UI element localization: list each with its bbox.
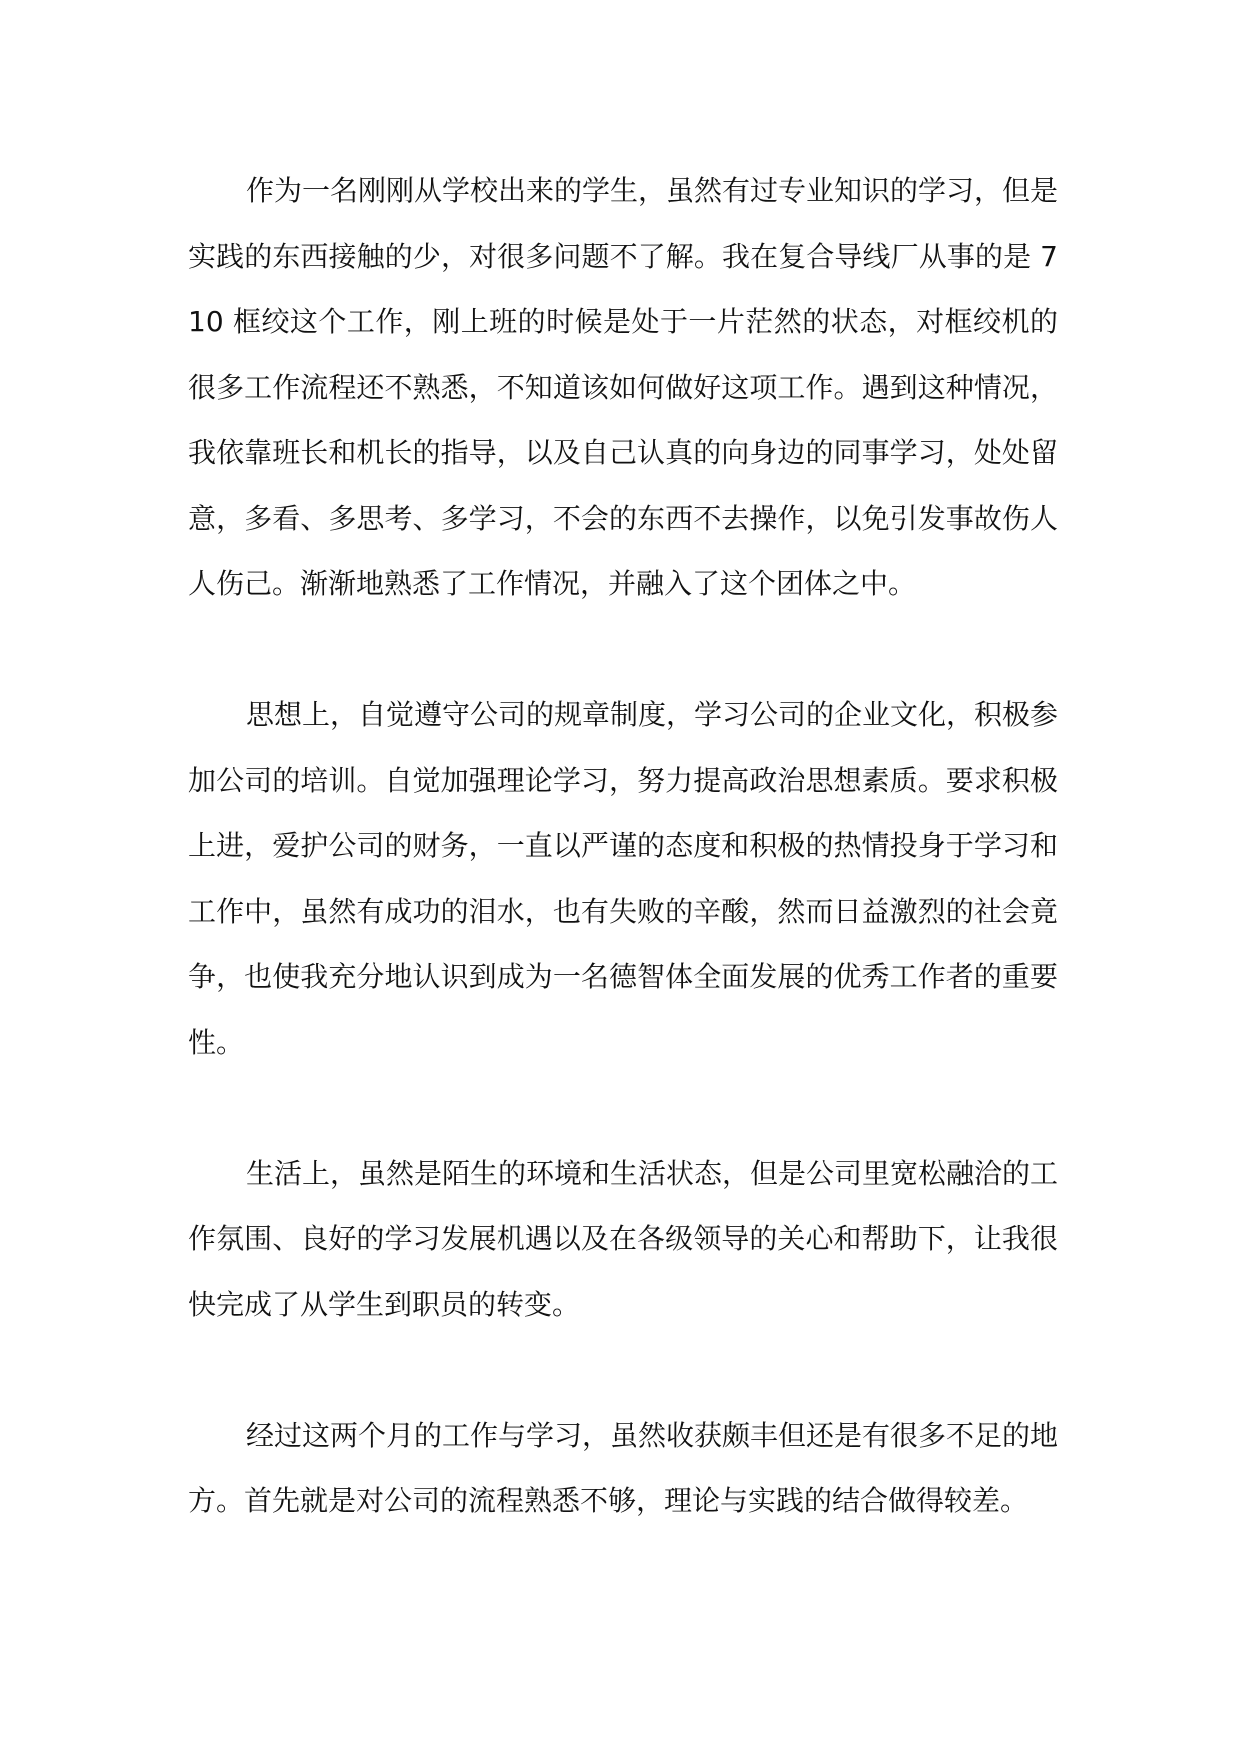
paragraph-life: 生活上，虽然是陌生的环境和生活状态，但是公司里宽松融洽的工作氛围、良好的学习发展机遇以及在各级领导的关心和帮助下，让我很快完成了从学生到职员的转变。 <box>188 1156 1059 1321</box>
paragraph-work-experience: 作为一名刚刚从学校出来的学生，虽然有过专业知识的学习，但是实践的东西接触的少，对很多问题不了解。我在复合导线厂从事的是 710 框绞这个工作，刚上班的时候是处于一片茫然的状态，对框绞机的很多工作流程还不熟悉，不知道该如何做好这项工作。遇到这种情况，我依靠班长和机长的指导，以及自己认真的向身边的同事学习，处处留意，多看、多思考、多学习，不会的东西不去操作，以免引发事故伤人人伤己。渐渐地熟悉了工作情况，并融入了这个团体之中。 <box>188 174 1059 600</box>
paragraph-ideology: 思想上，自觉遵守公司的规章制度，学习公司的企业文化，积极参加公司的培训。自觉加强理论学习，努力提高政治思想素质。要求积极上进，爱护公司的财务，一直以严谨的态度和积极的热情投身于学习和工作中，虽然有成功的泪水，也有失败的辛酸，然而日益激烈的社会竟争，也使我充分地认识到成为一名德智体全面发展的优秀工作者的重要性。 <box>188 698 1059 1059</box>
document-body <box>188 158 1058 1534</box>
paragraph-shortcomings: 经过这两个月的工作与学习，虽然收获颇丰但还是有很多不足的地方。首先就是对公司的流程熟悉不够，理论与实践的结合做得较差。 <box>188 1418 1059 1517</box>
